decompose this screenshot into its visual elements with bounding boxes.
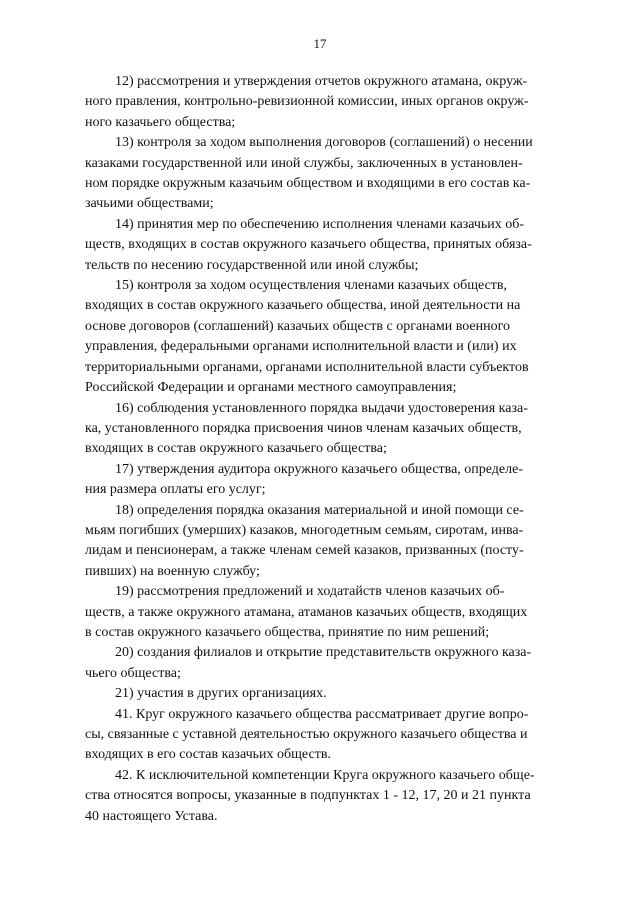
- document-body: [85, 72, 572, 827]
- page-number: 17: [313, 36, 327, 51]
- paragraph-item-18: 18) определения порядка оказания материальной и иной помощи се- мьям погибших (умерших) казаков, многодетным семьям, сиротам, инва- лидам и пенсионерам, а также членам семей казаков, призванных (посту- пивших) на военную службу;: [85, 502, 524, 579]
- paragraph-item-14: 14) принятия мер по обеспечению исполнения членами казачьих об- ществ, входящих в состав окружного казачьего общества, принятых обяза- тельств по несению государственной или иной службы;: [85, 216, 532, 273]
- paragraph-item-13: 13) контроля за ходом выполнения договоров (соглашений) о несении казаками государственной или иной службы, заключенных в установлен- ном порядке окружным казачьим обществом и входящими в его состав ка- зачьими обществами;: [85, 135, 533, 212]
- paragraph-item-15: 15) контроля за ходом осуществления членами казачьих обществ, входящих в состав окружного казачьего общества, иной деятельности на основе договоров (соглашений) казачьих обществ с органами военного управления, федеральными органами исполнительной власти и (или) их территориальными органами, органами исполнительной власти субъектов Российской Федерации и органами местного самоуправления;: [85, 278, 529, 396]
- paragraph-section-41: 41. Круг окружного казачьего общества рассматривает другие вопро- сы, связанные с уставной деятельностью окружного казачьего общества и входящих в его состав казачьих обществ.: [85, 706, 529, 763]
- paragraph-item-19: 19) рассмотрения предложений и ходатайств членов казачьих об- ществ, а также окружного атамана, атаманов казачьих обществ, входящих в состав окружного казачьего общества, принятие по ним решений;: [85, 584, 528, 640]
- paragraph-item-21: 21) участия в других организациях.: [115, 686, 327, 702]
- paragraph-section-42: 42. К исключительной компетенции Круга окружного казачьего обще- ства относятся вопросы, указанные в подпунктах 1 - 12, 17, 20 и 21 пункта 40 настоящего Устава.: [85, 767, 535, 824]
- paragraph-item-20: 20) создания филиалов и открытие представительств окружного каза- чьего общества;: [85, 645, 532, 681]
- paragraph-item-17: 17) утверждения аудитора окружного казачьего общества, определе- ния размера оплаты его услуг;: [85, 461, 524, 498]
- paragraph-item-12: 12) рассмотрения и утверждения отчетов окружного атамана, окруж- ного правления, контрольно-ревизионной комиссии, иных органов окруж- ного казачьего общества;: [85, 74, 529, 130]
- paragraph-item-16: 16) соблюдения установленного порядка выдачи удостоверения каза- ка, установленного порядка присвоения чинов членам казачьих обществ, входящих в состав окружного казачьего общества;: [85, 400, 528, 457]
